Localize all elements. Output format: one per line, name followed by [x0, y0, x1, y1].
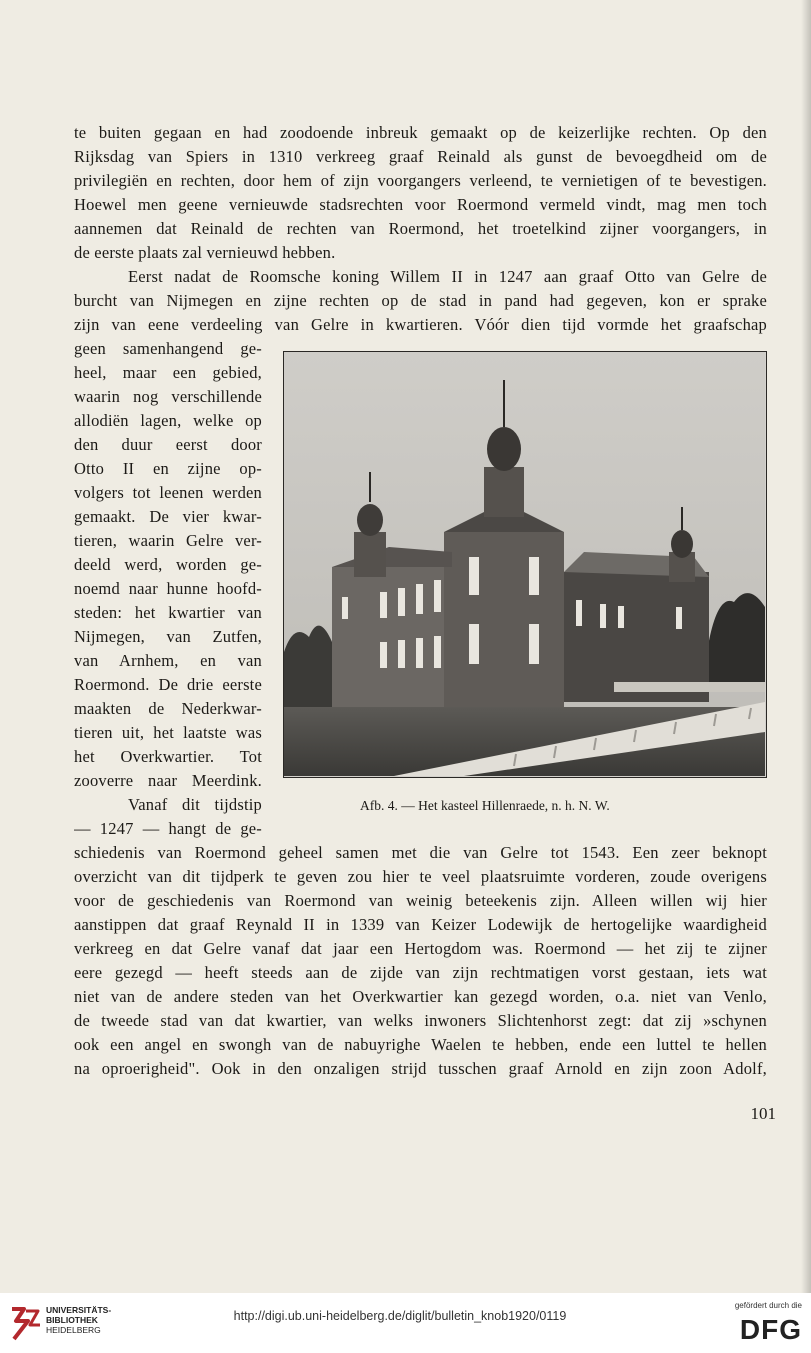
dfg-logo: DFG — [739, 1314, 802, 1345]
column-line: den duur eerst door — [74, 435, 262, 454]
column-line: tieren uit, het laatste was — [74, 723, 262, 742]
text-line: burcht van Nijmegen en zijne rechten op de stad in pand had gegeven, kon er sprake — [74, 291, 767, 310]
text-line: verkreeg en dat Gelre vanaf dat jaar een Hertogdom was. Roermond — het zij te zijner — [74, 939, 767, 958]
column-line: gemaakt. De vier kwar- — [74, 507, 262, 526]
viewer-footer — [0, 1293, 811, 1353]
library-name — [46, 1305, 136, 1335]
text-line: voor de geschiedenis van Roermond van weinig beteekenis zijn. Alleen willen wij hier — [74, 891, 767, 910]
text-line: na oproerigheid". Ook in den onzaligen strijd tusschen graaf Arnold en zijn zoon Adolf, — [74, 1059, 767, 1078]
text-line: Rijksdag van Spiers in 1310 verkreeg graaf Reinald als gunst de bevoegdheid om de — [74, 147, 767, 166]
column-line: Vanaf dit tijdstip — [128, 795, 262, 814]
page-number: 101 — [750, 1104, 776, 1123]
text-line: ook een angel en swongh van de nabuyrighe Waelen te hebben, ende een luttel te hellen — [74, 1035, 767, 1054]
column-line: Roermond. De drie eerste — [74, 675, 262, 694]
castle-photograph — [283, 351, 767, 778]
library-line: BIBLIOTHEK — [46, 1315, 98, 1325]
text-line: niet van de andere steden van het Overkwartier kan gezegd worden, o.a. niet van Venlo, — [74, 987, 767, 1006]
text-line: aannemen dat Reinald de rechten van Roermond, het troetelkind zijner voorgangers, in — [74, 219, 767, 238]
permalink-url[interactable]: http://digi.ub.uni-heidelberg.de/diglit/bulletin_knob1920/0119 — [233, 1309, 567, 1323]
text-line: privilegiën en rechten, door hem of zijn voorgangers verleend, te vernietigen of te bevestigen. — [74, 171, 767, 190]
text-line: Hoewel men geene vernieuwde stadsrechten voor Roermond vermeld vindt, mag men toch — [74, 195, 767, 214]
column-line: volgers tot leenen werden — [74, 483, 262, 502]
column-line: van Arnhem, en van — [74, 651, 262, 670]
column-line: zooverre naar Meerdink. — [74, 771, 262, 790]
text-line: aanstippen dat graaf Reynald II in 1339 van Keizer Lodewijk de hertogelijke waardigheid — [74, 915, 767, 934]
library-line: UNIVERSITÄTS- — [46, 1305, 112, 1315]
column-line: waarin nog verschillende — [74, 387, 262, 406]
column-line: Otto II en zijne op- — [74, 459, 262, 478]
column-line: noemd naar hunne hoofd- — [74, 579, 262, 598]
text-line: de eerste plaats zal vernieuwd hebben. — [74, 243, 336, 262]
column-line: steden: het kwartier van — [74, 603, 262, 622]
text-line: schiedenis van Roermond geheel samen met die van Gelre tot 1543. Een zeer beknopt — [74, 843, 767, 862]
text-line: overzicht van dit tijdperk te geven zou hier te veel plaatsruimte vorderen, zoude overigens — [74, 867, 767, 886]
library-line: HEIDELBERG — [46, 1325, 101, 1335]
column-line: tieren, waarin Gelre ver- — [74, 531, 262, 550]
column-line: Nijmegen, van Zutfen, — [74, 627, 262, 646]
column-line: — 1247 — hangt de ge- — [74, 819, 262, 838]
column-line: maakten de Nederkwar- — [74, 699, 262, 718]
column-line: allodiën lagen, welke op — [74, 411, 262, 430]
column-line: heel, maar een gebied, — [74, 363, 262, 382]
text-line: Eerst nadat de Roomsche koning Willem II in 1247 aan graaf Otto van Gelre de — [128, 267, 767, 286]
funded-by-label: gefördert durch die — [734, 1301, 802, 1310]
university-library-logo-icon — [8, 1305, 42, 1343]
text-line: te buiten gegaan en had zoodoende inbreuk gemaakt op de keizerlijke rechten. Op den — [74, 123, 767, 142]
column-line: deeld werd, worden ge- — [74, 555, 262, 574]
column-line: het Overkwartier. Tot — [74, 747, 262, 766]
figure-caption: Afb. 4. — Het kasteel Hillenraede, n. h. N. W. — [360, 798, 610, 813]
text-line: zijn van eene verdeeling van Gelre in kwartieren. Vóór dien tijd vormde het graafschap — [74, 315, 767, 334]
text-line: eere gezegd — heeft steeds aan de zijde van zijn rechtmatigen vorst gestaan, iets wat — [74, 963, 767, 982]
text-line: de tweede stad van dat kwartier, van welks inwoners Slichtenhorst zegt: dat zij »schynen — [74, 1011, 767, 1030]
column-line: geen samenhangend ge- — [74, 339, 262, 358]
